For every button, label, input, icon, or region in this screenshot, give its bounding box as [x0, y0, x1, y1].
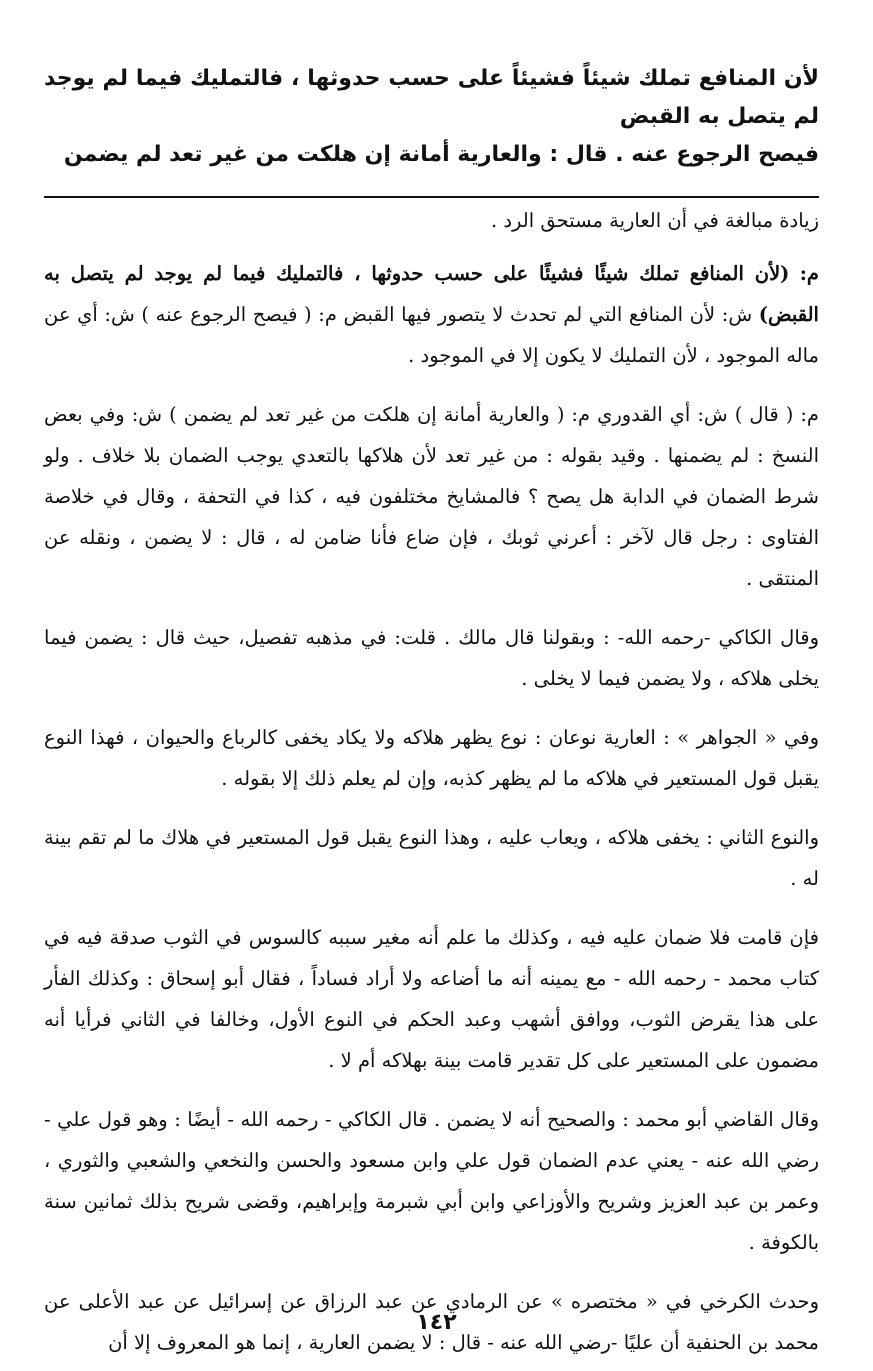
main-text-line-2: فيصح الرجوع عنه . قال : والعارية أمانة إن هلكت من غير تعد لم يضمن [63, 142, 819, 167]
commentary-paragraph-1: زيادة مبالغة في أن العارية مستحق الرد . [490, 209, 819, 232]
main-text-block [44, 60, 819, 174]
page-number: ١٤٢ [416, 1310, 457, 1335]
commentary-paragraph-3: م: ( قال ) ش: أي القدوري م: ( والعارية أمانة إن هلكت من غير تعد لم يضمن ) ش: وفي بعض النسخ : لم يضمنها . وقيد بقوله : من غير تعد لأن هلاكها بالتعدي يوجب الضمان بلا خلاف . ولو شرط الضمان في الدابة هل يصح ؟ فالمشايخ مختلفون فيه ، كذا في التحفة ، وقال في خلاصة الفتاوى : رجل قال لآخر : أعرني ثوبك ، فإن ضاع فأنا ضامن له ، قال : لا يضمن ، ونقله عن المنتقى . [44, 403, 819, 590]
commentary-paragraph-7: فإن قامت فلا ضمان عليه فيه ، وكذلك ما علم أنه مغير سببه كالسوس في الثوب صدقة فيه في كتاب محمد - رحمه الله - مع يمينه أنه ما أضاعه ولا أراد فساداً ، فقال أبو إسحاق : وكذلك الفأر على هذا يقرض الثوب، ووافق أشهب وعبد الحكم في النوع الأول، وخالفا في الثاني فرأيا أنه مضمون على المستعير على كل تقدير قامت بينة بهلاكه أم لا . [44, 926, 820, 1072]
quoted-main-text: (لأن المنافع تملك شيئًا فشيئًا على حسب حدوثها ، فالتمليك فيما لم يوجد لم يتصل به القبض) [44, 262, 819, 326]
separator-rule [44, 196, 819, 198]
commentary-paragraph-5: وفي « الجواهر » : العارية نوعان : نوع يظهر هلاكه ولا يكاد يخفى كالرباع والحيوان ، فهذا النوع يقبل قول المستعير في هلاكه ما لم يظهر كذبه، وإن لم يعلم ذلك إلا بقوله . [44, 726, 819, 790]
main-text-line-1: لأن المنافع تملك شيئاً فشيئاً على حسب حدوثها ، فالتمليك فيما لم يوجد لم يتصل به القبض [44, 66, 819, 129]
commentary-paragraph-2 [44, 253, 819, 376]
commentary-paragraph-4: وقال الكاكي -رحمه الله- : وبقولنا قال مالك . قلت: في مذهبه تفصيل، حيث قال : يضمن فيما يخلى هلاكه ، ولا يضمن فيما لا يخلى . [44, 626, 819, 690]
commentary-label: م: [799, 262, 819, 285]
commentary-text: ش: لأن المنافع التي لم تحدث لا يتصور فيها القبض م: ( فيصح الرجوع عنه ) ش: أي عن ماله الموجود ، لأن التمليك لا يكون إلا في الموجود . [44, 303, 819, 367]
commentary-paragraph-6: والنوع الثاني : يخفى هلاكه ، ويعاب عليه ، وهذا النوع يقبل قول المستعير في هلاك ما لم تقم بينة له . [44, 826, 819, 890]
commentary-block [44, 200, 819, 1363]
commentary-paragraph-9: وحدث الكرخي في « مختصره » عن الرمادي عن عبد الرزاق عن إسرائيل عن عبد الأعلى عن محمد بن الحنفية أن عليًا -رضي الله عنه - قال : لا يضمن العارية ، إنما هو المعروف إلا أن [44, 1290, 819, 1354]
commentary-paragraph-8: وقال القاضي أبو محمد : والصحيح أنه لا يضمن . قال الكاكي - رحمه الله - أيضًا : وهو قول علي - رضي الله عنه - يعني عدم الضمان قول علي وابن مسعود والحسن والنخعي والشعبي والثوري ، وعمر بن عبد العزيز وشريح والأوزاعي وابن أبي شبرمة وإبراهيم، وقضى شريح بذلك ثمانين سنة بالكوفة . [44, 1108, 819, 1254]
